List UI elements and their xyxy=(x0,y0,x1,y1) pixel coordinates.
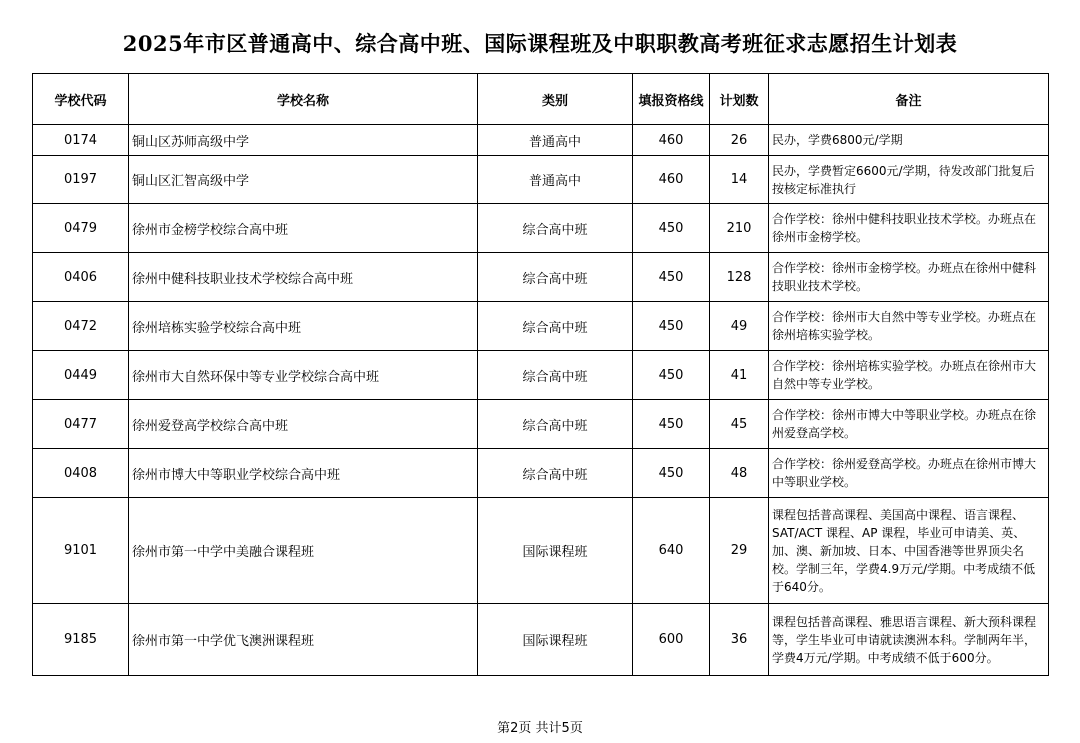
page-footer: 第2页 共计5页 xyxy=(497,721,583,736)
cell-score: 450 xyxy=(633,302,710,351)
table-row xyxy=(33,156,1049,204)
cell-school-name: 徐州中健科技职业技术学校综合高中班 xyxy=(129,253,478,302)
cell-remarks: 合作学校：徐州中健科技职业技术学校。办班点在徐州市金榜学校。 xyxy=(769,204,1049,253)
cell-plan: 29 xyxy=(710,498,769,604)
cell-plan: 41 xyxy=(710,351,769,400)
cell-plan: 49 xyxy=(710,302,769,351)
header-remarks: 备注 xyxy=(769,74,1049,125)
cell-score: 460 xyxy=(633,156,710,204)
cell-remarks: 合作学校：徐州培栋实验学校。办班点在徐州市大自然中等专业学校。 xyxy=(769,351,1049,400)
header-school-name: 学校名称 xyxy=(129,74,478,125)
cell-code: 0472 xyxy=(33,302,129,351)
cell-remarks: 合作学校：徐州爱登高学校。办班点在徐州市博大中等职业学校。 xyxy=(769,449,1049,498)
cell-code: 0408 xyxy=(33,449,129,498)
cell-code: 0477 xyxy=(33,400,129,449)
cell-school-name: 徐州培栋实验学校综合高中班 xyxy=(129,302,478,351)
cell-plan: 210 xyxy=(710,204,769,253)
cell-school-name: 徐州市金榜学校综合高中班 xyxy=(129,204,478,253)
cell-remarks: 民办，学费暂定6600元/学期，待发改部门批复后按核定标准执行 xyxy=(769,156,1049,204)
header-category: 类别 xyxy=(478,74,633,125)
cell-score: 450 xyxy=(633,449,710,498)
table-row xyxy=(33,253,1049,302)
cell-remarks: 课程包括普高课程、美国高中课程、语言课程、SAT/ACT 课程、AP 课程，毕业可申请美、英、加、澳、新加坡、日本、中国香港等世界顶尖名校。学制三年，学费4.9万元/学期。中考成绩不低于640分。 xyxy=(769,498,1049,604)
cell-score: 450 xyxy=(633,204,710,253)
table-header-row xyxy=(33,74,1049,125)
cell-category: 综合高中班 xyxy=(478,302,633,351)
cell-school-name: 徐州市第一中学优飞澳洲课程班 xyxy=(129,604,478,676)
table-row xyxy=(33,125,1049,156)
cell-code: 0406 xyxy=(33,253,129,302)
header-plan-count: 计划数 xyxy=(710,74,769,125)
cell-category: 综合高中班 xyxy=(478,253,633,302)
table-row xyxy=(33,204,1049,253)
cell-code: 9185 xyxy=(33,604,129,676)
cell-plan: 36 xyxy=(710,604,769,676)
cell-category: 国际课程班 xyxy=(478,498,633,604)
header-school-code: 学校代码 xyxy=(33,74,129,125)
cell-code: 9101 xyxy=(33,498,129,604)
table-row xyxy=(33,351,1049,400)
table-row xyxy=(33,400,1049,449)
cell-school-name: 徐州爱登高学校综合高中班 xyxy=(129,400,478,449)
cell-remarks: 课程包括普高课程、雅思语言课程、新大预科课程等，学生毕业可申请就读澳洲本科。学制两年半，学费4万元/学期。中考成绩不低于600分。 xyxy=(769,604,1049,676)
cell-category: 国际课程班 xyxy=(478,604,633,676)
cell-plan: 128 xyxy=(710,253,769,302)
cell-remarks: 合作学校：徐州市博大中等职业学校。办班点在徐州爱登高学校。 xyxy=(769,400,1049,449)
table-row xyxy=(33,449,1049,498)
cell-school-name: 铜山区汇智高级中学 xyxy=(129,156,478,204)
cell-score: 450 xyxy=(633,253,710,302)
cell-score: 640 xyxy=(633,498,710,604)
cell-code: 0197 xyxy=(33,156,129,204)
table-row xyxy=(33,498,1049,604)
cell-school-name: 铜山区苏师高级中学 xyxy=(129,125,478,156)
cell-remarks: 合作学校：徐州市金榜学校。办班点在徐州中健科技职业技术学校。 xyxy=(769,253,1049,302)
cell-remarks: 民办，学费6800元/学期 xyxy=(769,125,1049,156)
cell-score: 460 xyxy=(633,125,710,156)
cell-score: 450 xyxy=(633,400,710,449)
table-row xyxy=(33,302,1049,351)
table-row xyxy=(33,604,1049,676)
cell-remarks: 合作学校：徐州市大自然中等专业学校。办班点在徐州培栋实验学校。 xyxy=(769,302,1049,351)
enrollment-plan-table xyxy=(32,73,1049,676)
cell-code: 0479 xyxy=(33,204,129,253)
cell-code: 0174 xyxy=(33,125,129,156)
page-title: 2025年市区普通高中、综合高中班、国际课程班及中职职教高考班征求志愿招生计划表 xyxy=(122,31,958,56)
cell-code: 0449 xyxy=(33,351,129,400)
cell-category: 综合高中班 xyxy=(478,449,633,498)
cell-category: 普通高中 xyxy=(478,156,633,204)
cell-category: 综合高中班 xyxy=(478,351,633,400)
cell-school-name: 徐州市大自然环保中等专业学校综合高中班 xyxy=(129,351,478,400)
cell-plan: 48 xyxy=(710,449,769,498)
cell-score: 450 xyxy=(633,351,710,400)
cell-category: 普通高中 xyxy=(478,125,633,156)
cell-school-name: 徐州市第一中学中美融合课程班 xyxy=(129,498,478,604)
header-qualifying-score: 填报资格线 xyxy=(633,74,710,125)
cell-plan: 26 xyxy=(710,125,769,156)
cell-category: 综合高中班 xyxy=(478,400,633,449)
cell-plan: 45 xyxy=(710,400,769,449)
cell-category: 综合高中班 xyxy=(478,204,633,253)
cell-score: 600 xyxy=(633,604,710,676)
cell-plan: 14 xyxy=(710,156,769,204)
cell-school-name: 徐州市博大中等职业学校综合高中班 xyxy=(129,449,478,498)
